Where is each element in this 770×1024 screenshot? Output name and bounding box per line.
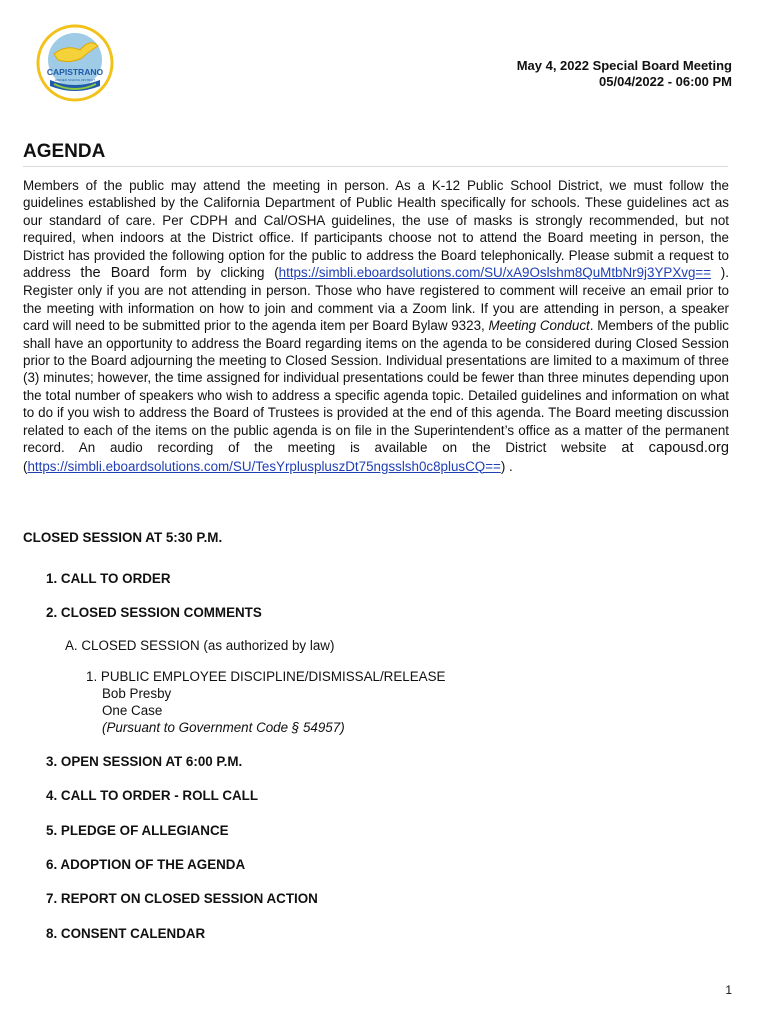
meeting-header — [517, 58, 732, 90]
audio-recording-link[interactable]: https://simbli.eboardsolutions.com/SU/TesYrpluspluszDt75ngsslsh0c8plusCQ== — [27, 458, 501, 474]
intro-text-italic: Meeting Conduct — [488, 318, 590, 334]
agenda-item — [46, 787, 258, 804]
item-number: 3. — [46, 754, 58, 769]
item-number: 1. — [46, 571, 58, 586]
intro-text-8: ( — [23, 458, 28, 474]
agenda-item — [46, 570, 171, 587]
speaker-request-link[interactable]: https://simbli.eboardsolutions.com/SU/xA9Oslshm8QuMtbNr9j3YPXvg== — [278, 265, 712, 281]
employee-name: Bob Presby — [102, 686, 172, 701]
item-number: 8. — [46, 926, 58, 941]
sub-item-title: 1. PUBLIC EMPLOYEE DISCIPLINE/DISMISSAL/RELEASE — [86, 669, 446, 684]
intro-paragraph — [23, 177, 729, 475]
item-number: 7. — [46, 891, 58, 906]
item-label: REPORT ON CLOSED SESSION ACTION — [60, 891, 318, 906]
logo-text: CAPISTRANO — [46, 67, 104, 77]
agenda-item — [46, 822, 229, 839]
closed-session-heading: CLOSED SESSION AT 5:30 P.M. — [23, 530, 223, 545]
item-number: 2. — [46, 605, 58, 620]
intro-text-2: Please submit a request to address — [23, 247, 729, 281]
district-logo — [36, 24, 114, 102]
agenda-item — [46, 925, 205, 942]
page-number: 1 — [725, 983, 732, 997]
page-title: AGENDA — [23, 141, 728, 167]
sub-item-a: A. CLOSED SESSION (as authorized by law) — [65, 638, 335, 653]
agenda-item — [46, 890, 318, 907]
intro-text-6: . Members of the public shall have an opportunity to address the Board regarding items on the agenda to be considered during Closed Session prior to the Board adjourning the meeting to Closed Session. Individual presentations are limited to a maximum of three (3) minutes; however, the time assigned for individual presentations could be fewer than three minutes depending upon the total number of speakers who wish to address a specific agenda topic. Detailed guidelines and information on what to do if you wish to address the Board of Trustees is provided at the end of this agenda. The Board meeting discussion related to each of the items on the public agenda is on file in the Superintendent’s office as a matter of the permanent record. An audio recording of the meeting is available on the District website — [23, 318, 729, 456]
item-label: ADOPTION OF THE AGENDA — [60, 857, 246, 872]
intro-text-7: at capousd.org — [621, 440, 729, 457]
item-label: CLOSED SESSION COMMENTS — [60, 605, 262, 620]
intro-text-4: orm by clicking ( — [163, 265, 279, 281]
item-number: 6. — [46, 857, 58, 872]
agenda-item — [46, 753, 242, 770]
item-number: 4. — [46, 788, 58, 803]
code-reference: (Pursuant to Government Code § 54957) — [102, 720, 345, 735]
intro-text-9: ) . — [500, 458, 513, 474]
meeting-title: May 4, 2022 Special Board Meeting — [516, 58, 732, 73]
intro-text-5: ). Register only if you are not attending in person. Those who have registered to comment will receive an email prior to the meeting with information on how to join and comment via a Zoom link. If you are attending in person, a speaker card will need to be submitted prior to the agenda item per Board Bylaw 9323, — [23, 265, 729, 334]
item-label: CALL TO ORDER - ROLL CALL — [60, 788, 259, 803]
logo-subtext: UNIFIED SCHOOL DISTRICT — [54, 78, 96, 82]
agenda-item — [46, 604, 262, 621]
agenda-item — [46, 856, 245, 873]
item-label: OPEN SESSION AT 6:00 P.M. — [60, 754, 243, 769]
case-count: One Case — [102, 703, 163, 718]
item-label: PLEDGE OF ALLEGIANCE — [60, 823, 229, 838]
item-label: CALL TO ORDER — [60, 571, 171, 586]
item-number: 5. — [46, 823, 58, 838]
item-label: CONSENT CALENDAR — [60, 926, 206, 941]
sub-item-1 — [86, 668, 445, 736]
meeting-datetime: 05/04/2022 - 06:00 PM — [599, 74, 732, 89]
intro-text-1: Members of the public may attend the meeting in person. As a K-12 Public School District, we must follow the guidelines established by the California Department of Public Health specifically for schools. These guidelines act as our standard of care. Per CDPH and Cal/OSHA guidelines, the use of masks is strongly recommended, but not required, when indoors at the District office. If participants choose not to attend the Board meeting in person, the District has provided the following option for the public to address the Board telephonically. — [23, 178, 729, 263]
intro-text-3: the Board f — [80, 265, 164, 282]
